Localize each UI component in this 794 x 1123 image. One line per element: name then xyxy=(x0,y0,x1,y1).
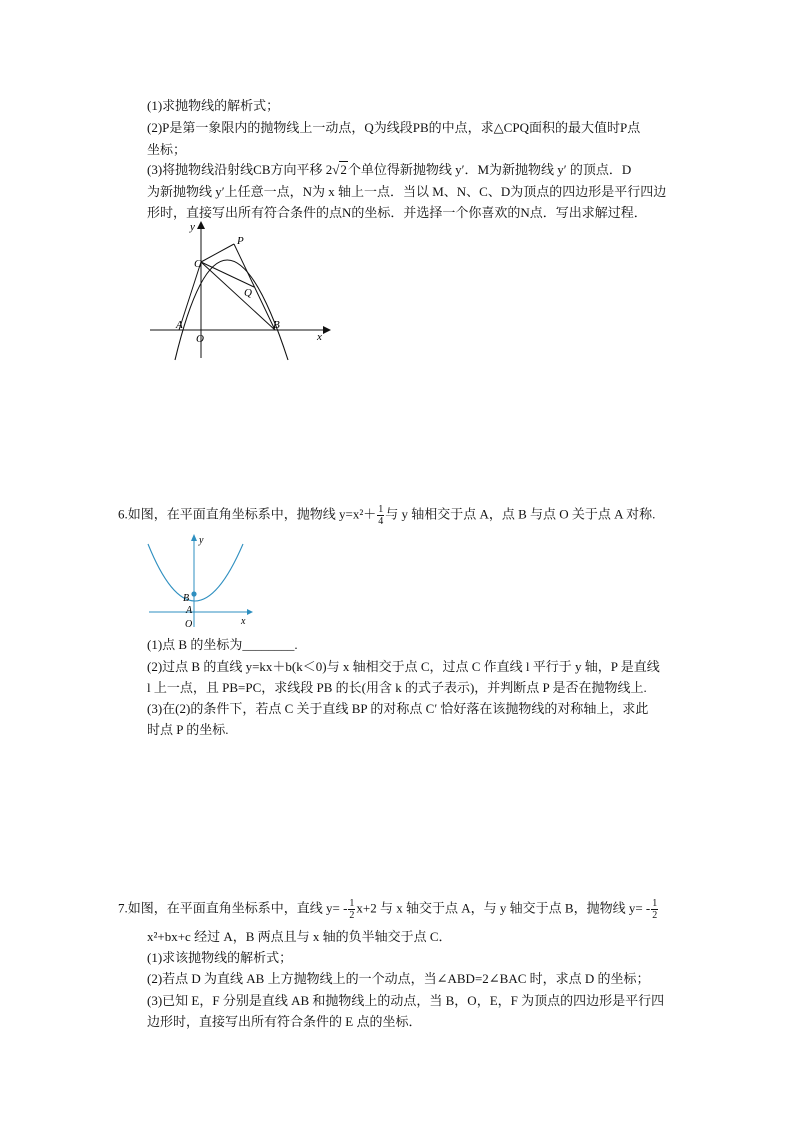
q6-frac-num: 1 xyxy=(378,504,384,515)
q5-part2-line2: 坐标； xyxy=(147,142,187,157)
label-o: O xyxy=(185,619,193,630)
q5-part3-line1 xyxy=(147,162,631,178)
label-q: Q xyxy=(244,287,252,299)
q6-part2-line2: l 上一点，且 PB=PC，求线段 PB 的长(用含 k 的式子表示)，并判断点 P 是否在抛物线上. xyxy=(147,680,647,695)
q7-part1: (1)求该抛物线的解析式； xyxy=(147,950,293,965)
parabola xyxy=(175,260,288,360)
y-axis-arrow xyxy=(191,534,197,541)
segment-pb xyxy=(234,244,275,330)
q5-part2-line1: (2)P是第一象限内的抛物线上一动点，Q为线段PB的中点，求△CPQ面积的最大值时P点 xyxy=(147,120,641,135)
sqrt-radicand: 2 xyxy=(340,162,347,177)
q6-stem xyxy=(118,504,655,527)
q6-part3-line1: (3)在(2)的条件下，若点 C 关于直线 BP 的对称点 C′ 恰好落在该抛物线的对称轴上，求此 xyxy=(147,701,649,716)
q6-stem-pre: 6.如图，在平面直角坐标系中，抛物线 y=x²＋ xyxy=(118,506,377,522)
label-b: B xyxy=(273,319,280,331)
label-x: x xyxy=(241,616,246,627)
q7-stem-pre: 7.如图，在平面直角坐标系中，直线 y= - xyxy=(118,900,348,916)
q5-part1: (1)求抛物线的解析式； xyxy=(147,98,280,113)
x-axis-arrow xyxy=(323,326,331,334)
label-o: O xyxy=(196,333,204,345)
q6-part3-line2: 时点 P 的坐标. xyxy=(147,722,229,737)
segment-cp xyxy=(201,244,234,262)
q7-fraction-2 xyxy=(651,898,658,921)
x-axis-arrow xyxy=(247,609,253,615)
q7-frac2-den: 2 xyxy=(652,910,658,921)
q5-part3-line2: 为新抛物线 y′上任意一点，N为 x 轴上一点．当以 M、N、C、D为顶点的四边形是平行四边 xyxy=(147,184,667,199)
q6-part1: (1)点 B 的坐标为________. xyxy=(147,637,298,652)
q6-fraction xyxy=(377,504,384,527)
label-a: A xyxy=(176,319,183,331)
q5-figure xyxy=(145,218,335,366)
label-x: x xyxy=(317,331,322,343)
q5-part3-line3: 形时，直接写出所有符合条件的点N的坐标．并选择一个你喜欢的N点．写出求解过程． xyxy=(147,205,647,220)
label-a: A xyxy=(186,605,193,616)
q6-stem-post: 与 y 轴相交于点 A，点 B 与点 O 关于点 A 对称. xyxy=(385,506,656,522)
q7-part3-line1: (3)已知 E，F 分别是直线 AB 和抛物线上的动点，当 B，O，E，F 为顶点的四边形是平行四 xyxy=(147,993,665,1008)
label-b: B xyxy=(183,593,190,604)
q7-stem-mid: x+2 与 x 轴交于点 A，与 y 轴交于点 B，抛物线 y= - xyxy=(356,900,651,916)
sqrt-expression: √2 xyxy=(332,162,347,177)
q6-frac-den: 4 xyxy=(378,516,384,527)
q7-part2: (2)若点 D 为直线 AB 上方抛物线上的一个动点，当∠ABD=2∠BAC 时，求点 D 的坐标； xyxy=(147,971,650,986)
q5-part3-pre: (3)将抛物线沿射线CB方向平移 2 xyxy=(147,162,333,177)
q7-frac1-num: 1 xyxy=(349,898,355,909)
q7-stem-line1 xyxy=(118,898,659,921)
q7-fraction-1 xyxy=(348,898,355,921)
point-b xyxy=(191,591,196,596)
q7-part3-line2: 边形时，直接写出所有符合条件的 E 点的坐标． xyxy=(147,1014,422,1029)
q7-frac2-num: 1 xyxy=(652,898,658,909)
q7-stem-line2: x²+bx+c 经过 A，B 两点且与 x 轴的负半轴交于点 C． xyxy=(147,929,452,944)
q5-part3-post: 个单位得新抛物线 y′．M为新抛物线 y′ 的顶点．D xyxy=(347,162,632,177)
segment-cb xyxy=(201,262,275,330)
label-y: y xyxy=(199,535,204,546)
q6-part2-line1: (2)过点 B 的直线 y=kx＋b(k＜0)与 x 轴相交于点 C，过点 C 作直线 l 平行于 y 轴，P 是直线 xyxy=(147,659,660,674)
label-y: y xyxy=(190,221,195,233)
y-axis-arrow xyxy=(197,221,205,229)
q7-frac1-den: 2 xyxy=(349,910,355,921)
q6-figure xyxy=(143,530,263,632)
label-c: C xyxy=(194,258,202,270)
segment-cq xyxy=(201,262,254,287)
label-p: P xyxy=(237,235,244,247)
